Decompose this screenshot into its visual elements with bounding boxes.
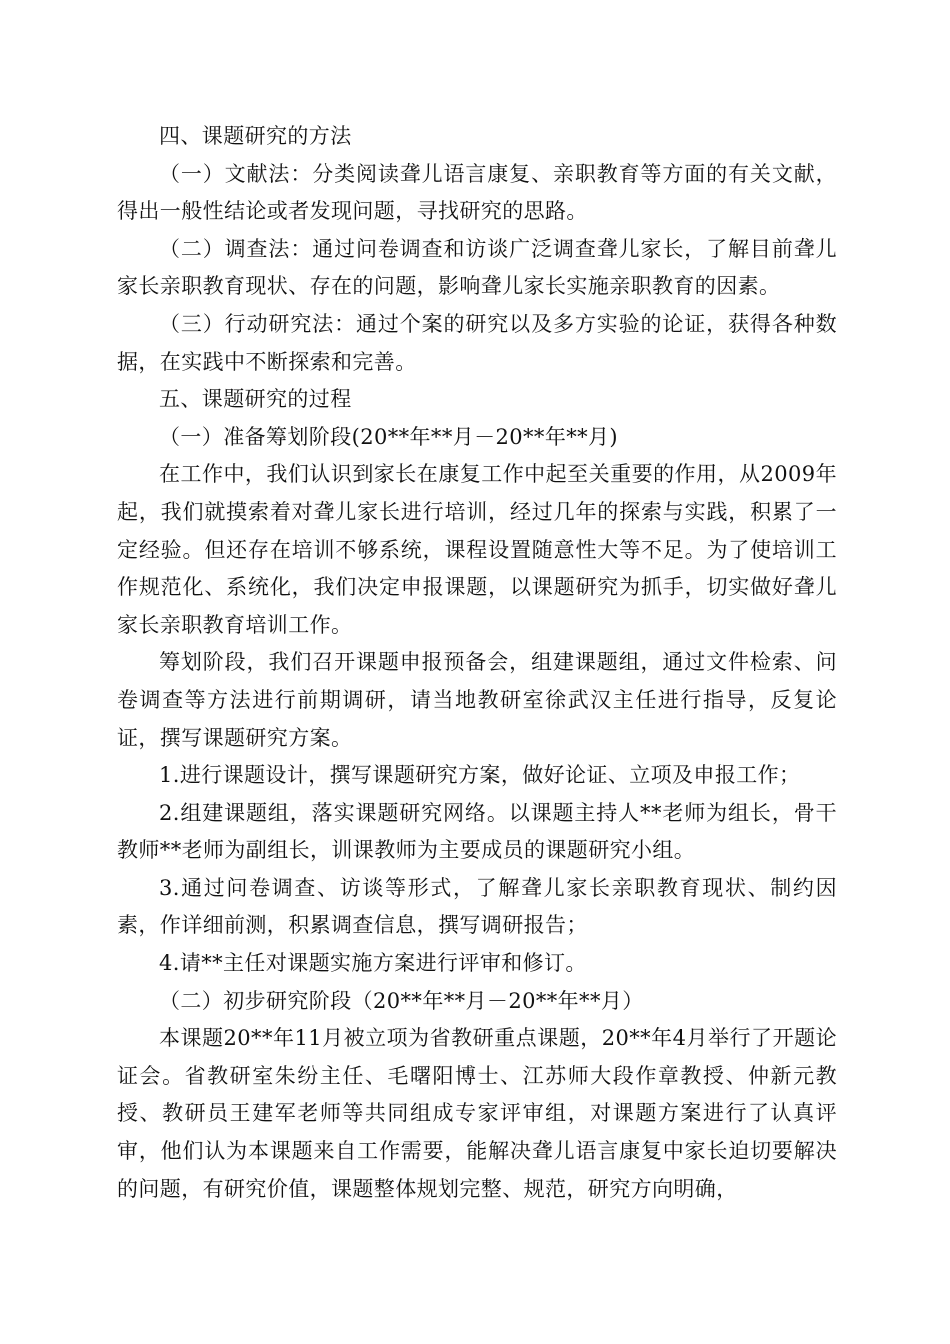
list-item-4: 4.请**主任对课题实施方案进行评审和修订。 bbox=[159, 951, 587, 976]
paragraph-project-approval: 本课题20**年11月被立项为省教研重点课题，20**年4月举行了开题论证会。省教研室朱纷主任、毛曙阳博士、江苏师大段作章教授、仲新元教授、教研员王建军老师等共同组成专家评审组，对课题方案进行了认真评审，他们认为本课题来自工作需要，能解决聋儿语言康复中家长迫切要解决的问题，有研究价值，课题整体规划完整、规范，研究方向明确， bbox=[117, 1026, 837, 1201]
paragraph-planning-stage: 筹划阶段，我们召开课题申报预备会，组建课题组，通过文件检索、问卷调查等方法进行前期调研，请当地教研室徐武汉主任进行指导，反复论证，撰写课题研究方案。 bbox=[117, 650, 837, 750]
paragraph-literature-method: （一）文献法：分类阅读聋儿语言康复、亲职教育等方面的有关文献，得出一般性结论或者发现问题，寻找研究的思路。 bbox=[117, 161, 837, 224]
paragraph-action-research-method: （三）行动研究法：通过个案的研究以及多方实验的论证，获得各种数据，在实践中不断探索和完善。 bbox=[117, 311, 837, 374]
paragraph-survey-method: （二）调查法：通过问卷调查和访谈广泛调查聋儿家长，了解目前聋儿家长亲职教育现状、存在的问题，影响聋儿家长实施亲职教育的因素。 bbox=[117, 236, 837, 299]
subheading-preparation-stage: （一）准备筹划阶段(20**年**月－20**年**月) bbox=[159, 424, 619, 449]
list-item-3: 3.通过问卷调查、访谈等形式，了解聋儿家长亲职教育现状、制约因素，作详细前测，积累调查信息，撰写调研报告； bbox=[117, 875, 837, 938]
section-heading-research-process: 五、课题研究的过程 bbox=[159, 387, 352, 412]
list-item-1: 1.进行课题设计，撰写课题研究方案，做好论证、立项及申报工作； bbox=[159, 763, 801, 788]
section-heading-research-methods: 四、课题研究的方法 bbox=[159, 124, 352, 148]
document-body bbox=[117, 118, 837, 1208]
list-item-2: 2.组建课题组，落实课题研究网络。以课题主持人**老师为组长，骨干教师**老师为副组长，训课教师为主要成员的课题研究小组。 bbox=[117, 800, 837, 863]
paragraph-work-background: 在工作中，我们认识到家长在康复工作中起至关重要的作用，从2009年起，我们就摸索着对聋儿家长进行培训，经过几年的探索与实践，积累了一定经验。但还存在培训不够系统，课程设置随意性大等不足。为了使培训工作规范化、系统化，我们决定申报课题，以课题研究为抓手，切实做好聋儿家长亲职教育培训工作。 bbox=[117, 462, 837, 637]
subheading-initial-research-stage: （二）初步研究阶段（20**年**月－20**年**月） bbox=[159, 988, 644, 1013]
